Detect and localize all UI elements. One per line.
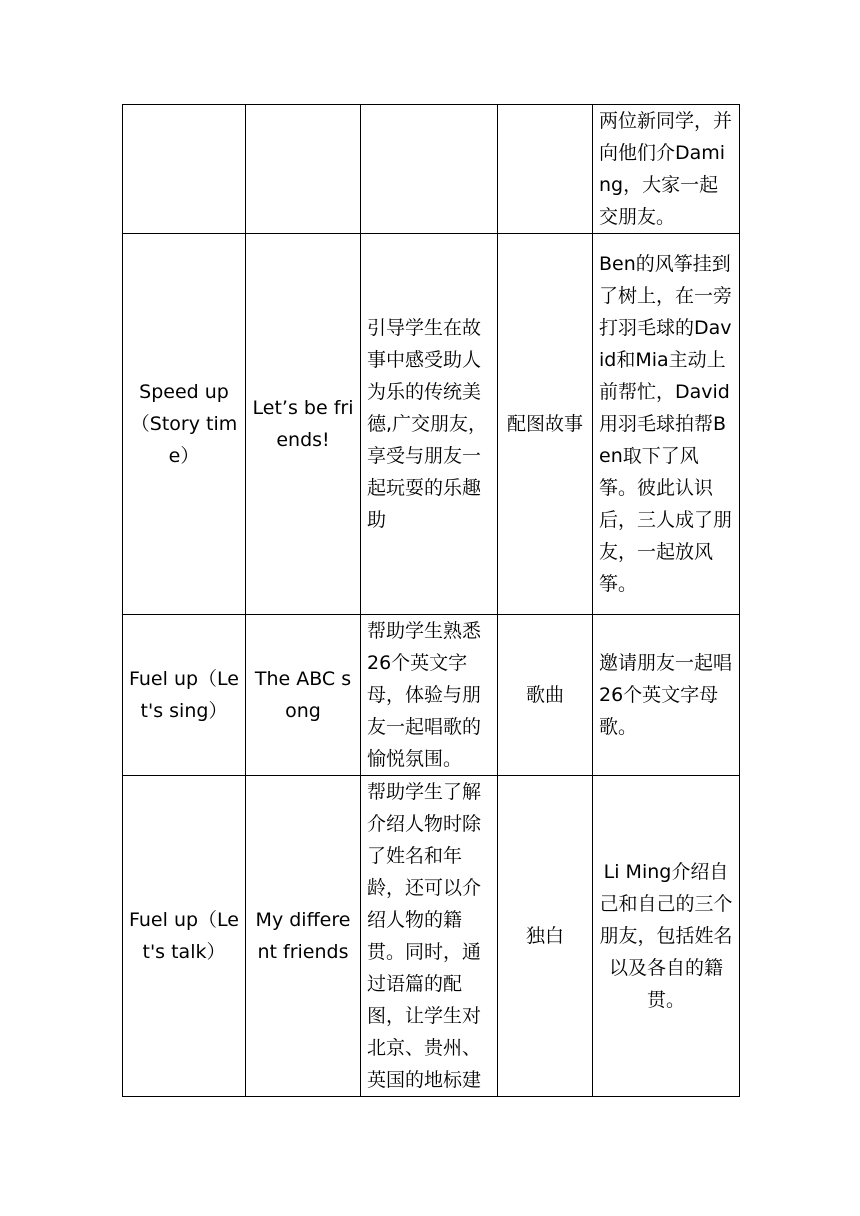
title-cell: My different friends: [246, 776, 361, 1097]
aim-cell: [361, 105, 498, 234]
aim-cell: 帮助学生了解介绍人物时除了姓名和年龄，还可以介绍人物的籍贯。同时，通过语篇的配图，让学生对北京、贵州、英国的地标建: [361, 776, 498, 1097]
aim-cell: 引导学生在故事中感受助人为乐的传统美德,广交朋友，享受与朋友一起玩耍的乐趣助: [361, 234, 498, 615]
aim-cell: 帮助学生熟悉26个英文字母，体验与朋友一起唱歌的愉悦氛围。: [361, 615, 498, 776]
section-cell: [123, 105, 246, 234]
section-cell: Fuel up（Let's talk）: [123, 776, 246, 1097]
form-cell: 配图故事: [498, 234, 593, 615]
section-cell: Speed up（Story time）: [123, 234, 246, 615]
table-row: [123, 776, 740, 1097]
content-cell: Ben的风筝挂到了树上，在一旁打羽毛球的David和Mia主动上前帮忙，David用羽毛球拍帮Ben取下了风筝。彼此认识后，三人成了朋友，一起放风筝。: [593, 234, 740, 615]
table-row: [123, 234, 740, 615]
content-cell: 两位新同学，并向他们介Daming，大家一起交朋友。: [593, 105, 740, 234]
form-cell: 歌曲: [498, 615, 593, 776]
section-cell: Fuel up（Let's sing）: [123, 615, 246, 776]
title-cell: The ABC song: [246, 615, 361, 776]
title-cell: Let’s be friends!: [246, 234, 361, 615]
title-cell: [246, 105, 361, 234]
table-row: [123, 105, 740, 234]
content-cell: 邀请朋友一起唱26个英文字母歌。: [593, 615, 740, 776]
lesson-plan-table: [122, 104, 740, 1097]
content-cell: Li Ming介绍自己和自己的三个朋友，包括姓名以及各自的籍贯。: [593, 776, 740, 1097]
form-cell: [498, 105, 593, 234]
table-row: [123, 615, 740, 776]
form-cell: 独白: [498, 776, 593, 1097]
